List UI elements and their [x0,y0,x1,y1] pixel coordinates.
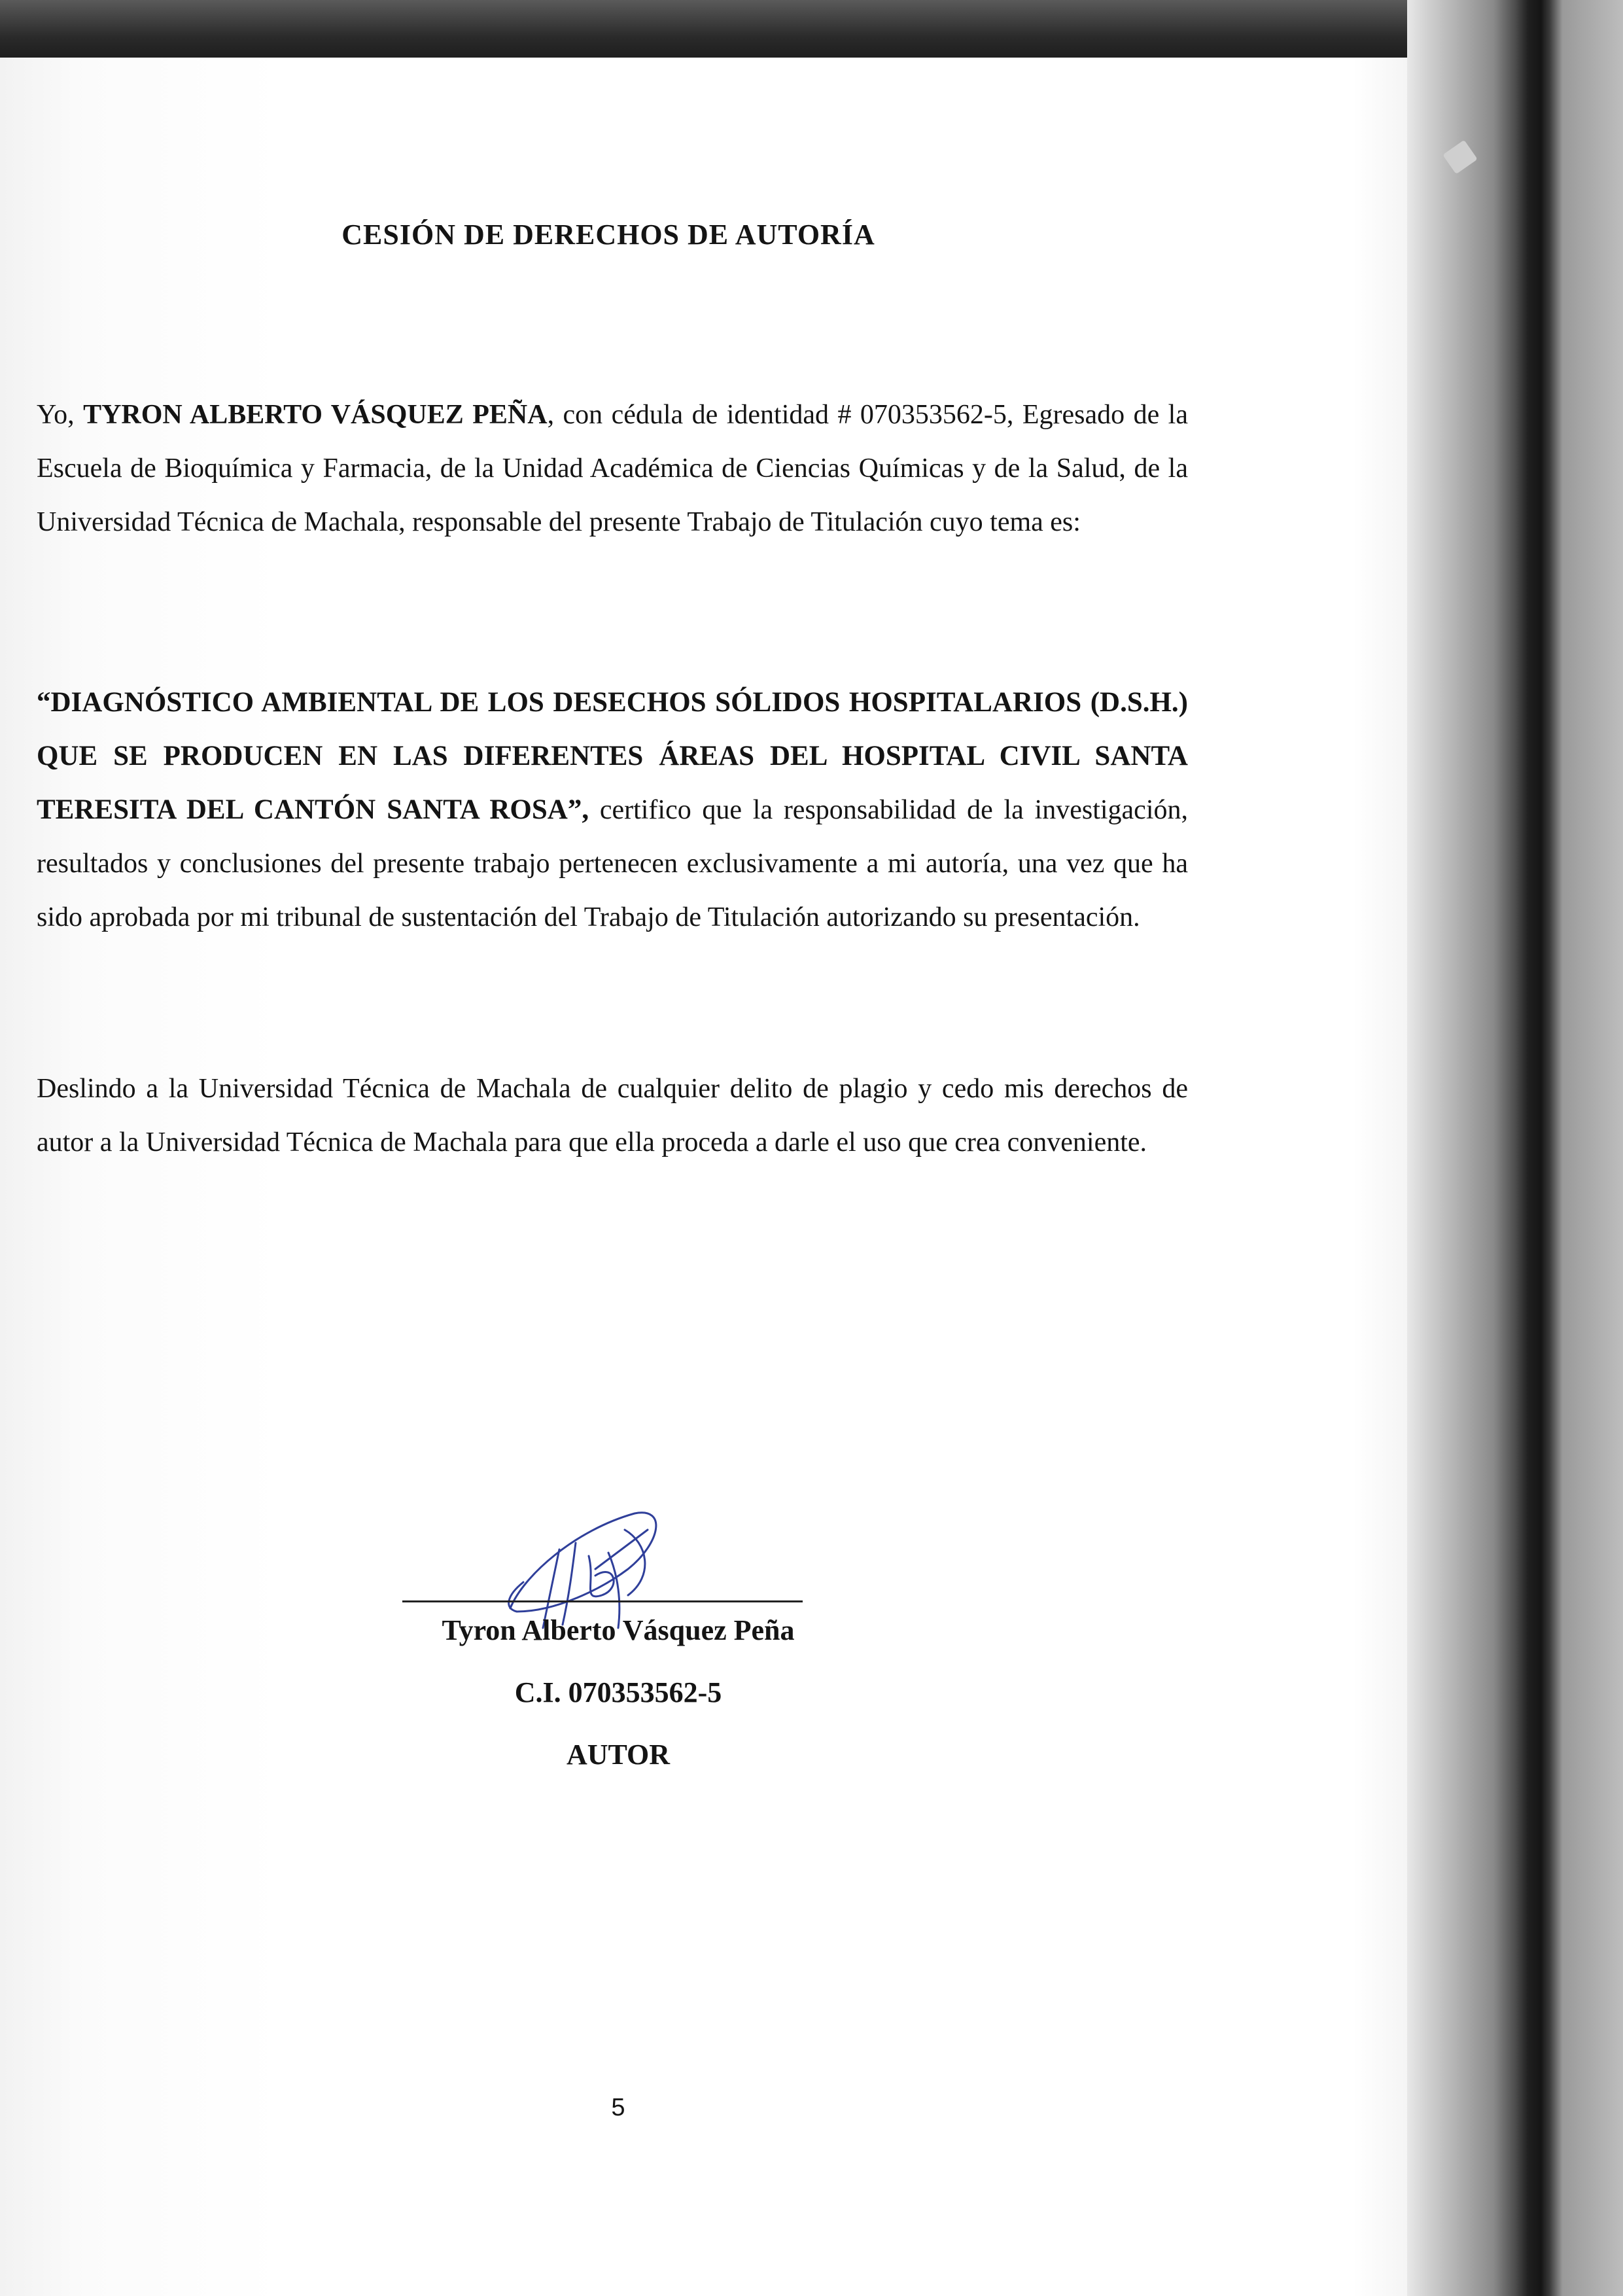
paragraph-intro: Yo, [37,400,84,430]
paragraph-thesis [37,676,1188,944]
paragraph-release: Deslindo a la Universidad Técnica de Machala de cualquier delito de plagio y cedo mis derechos de autor a la Universidad Técnica de Machala para que ella proceda a darle el uso que crea conveniente. [37,1074,1188,1157]
document-page [0,58,1410,2296]
paragraph-author-statement [37,388,1188,549]
signatory-id: C.I. 070353562-5 [514,1676,722,1708]
page-number: 5 [611,2094,625,2121]
author-name: TYRON ALBERTO VÁSQUEZ PEÑA [83,400,548,430]
scan-right-border [1407,0,1623,2296]
paragraph-author-rest: , con cédula de identidad # 070353562-5, Egresado de la Escuela de Bioquímica y Farmacia, de la Unidad Académica de Ciencias Químicas y de la Salud, de la Universidad Técnica de Machala, responsable del presente Trabajo de Titulación cuyo tema es: [37,400,1188,537]
signature-line [402,1600,803,1602]
thesis-title: “DIAGNÓSTICO AMBIENTAL DE LOS DESECHOS SÓLIDOS HOSPITALARIOS (D.S.H.) QUE SE PRODUCEN EN LAS DIFERENTES ÁREAS DEL HOSPITAL CIVIL SANTA TERESITA DEL CANTÓN SANTA ROSA”, [37,687,1188,825]
paragraph-thesis-rest: certifico que la responsabilidad de la investigación, resultados y conclusiones del presente trabajo pertenecen exclusivamente a mi autoría, una vez que ha sido aprobada por mi tribunal de sustentación del Trabajo de Titulación autorizando su presentación. [37,795,1188,932]
signatory-role: AUTOR [566,1739,671,1771]
scan-top-border [0,0,1623,62]
signatory-name: Tyron Alberto Vásquez Peña [442,1614,795,1646]
document-title: CESIÓN DE DERECHOS DE AUTORÍA [341,219,875,251]
